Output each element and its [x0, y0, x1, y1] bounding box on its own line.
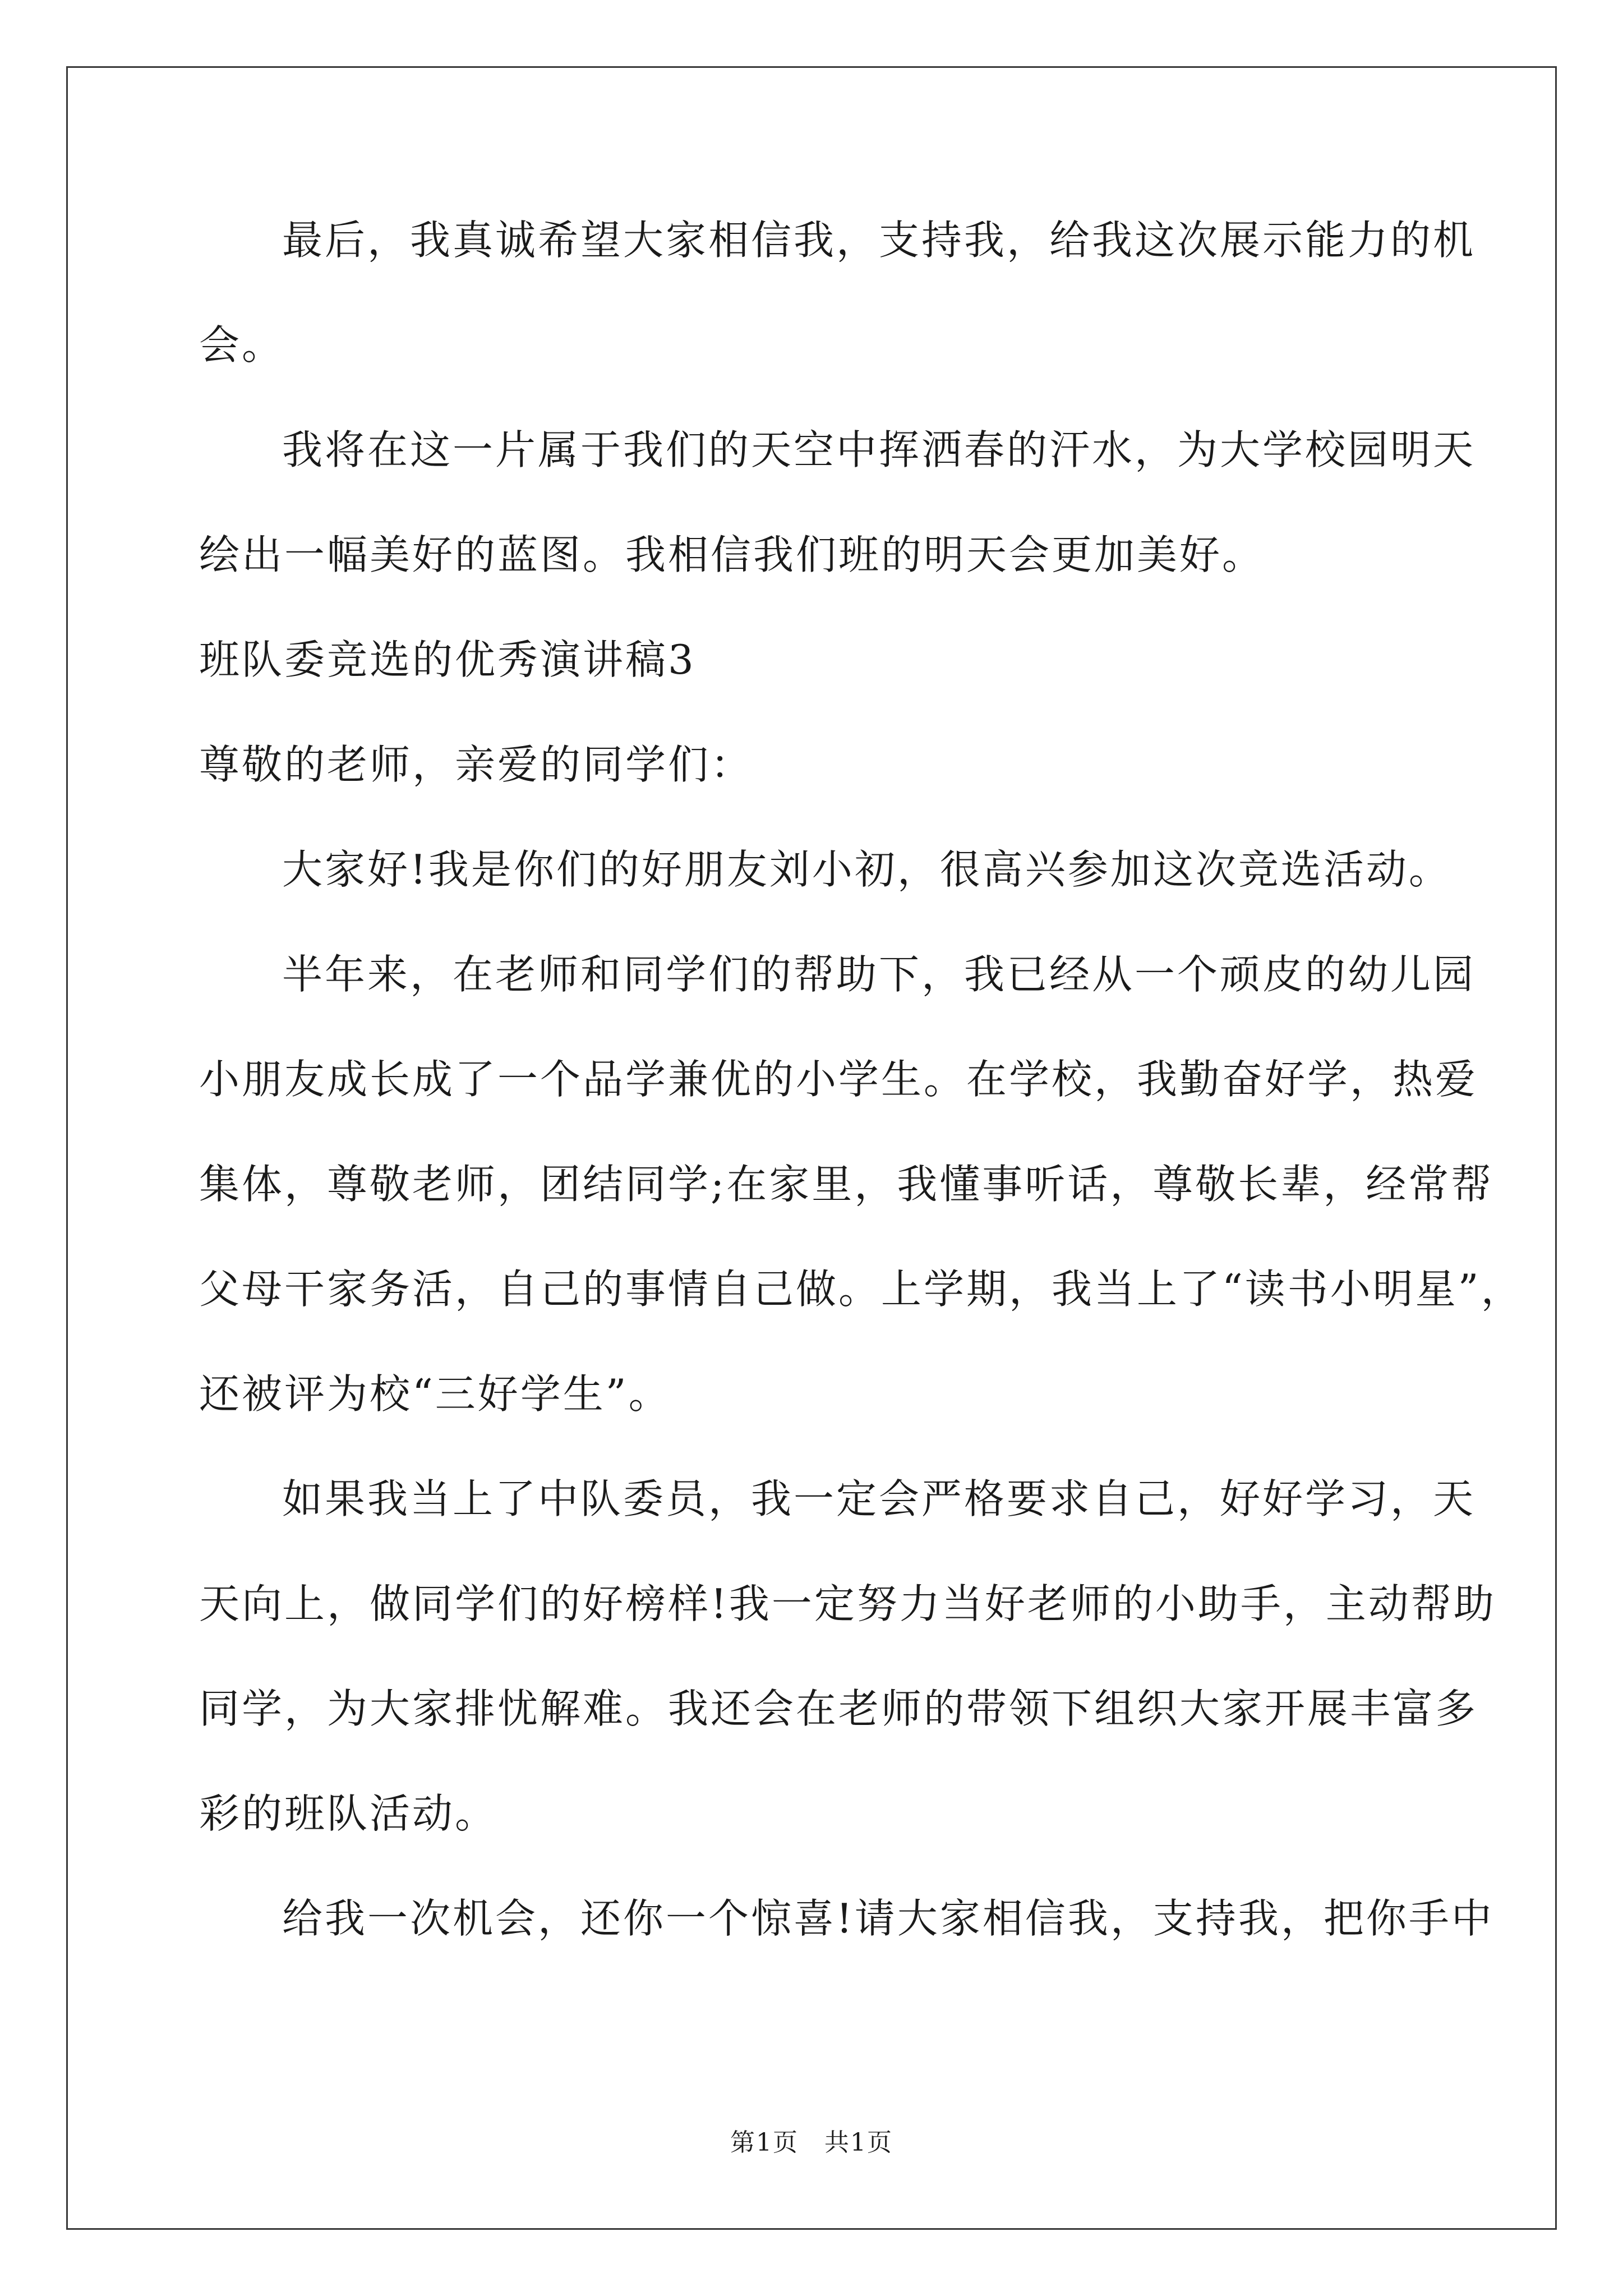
paragraph-line: 我将在这一片属于我们的天空中挥洒春的汗水，为大学校园明天 [282, 426, 1476, 473]
paragraph-line: 彩的班队活动。 [199, 1790, 498, 1837]
paragraph-line: 小朋友成长成了一个品学兼优的小学生。在学校，我勤奋好学，热爱 [199, 1056, 1478, 1103]
section-heading: 班队委竞选的优秀演讲稿3 [199, 636, 696, 683]
paragraph-line: 绘出一幅美好的蓝图。我相信我们班的明天会更加美好。 [199, 531, 1265, 578]
paragraph-line: 还被评为校“三好学生”。 [199, 1370, 671, 1418]
paragraph-line: 天向上，做同学们的好榜样!我一定努力当好老师的小助手，主动帮助 [199, 1580, 1496, 1627]
paragraph-line: 如果我当上了中队委员，我一定会严格要求自己，好好学习，天 [282, 1475, 1476, 1522]
paragraph-line: 大家好!我是你们的好朋友刘小初，很高兴参加这次竞选活动。 [282, 846, 1451, 893]
paragraph-line: 给我一次机会，还你一个惊喜!请大家相信我，支持我，把你手中 [282, 1895, 1494, 1942]
paragraph-line: 集体，尊敬老师，团结同学;在家里，我懂事听话，尊敬长辈，经常帮 [199, 1161, 1494, 1208]
paragraph-line: 最后，我真诚希望大家相信我，支持我，给我这次展示能力的机 [282, 217, 1476, 264]
salutation: 尊敬的老师，亲爱的同学们： [199, 741, 754, 788]
paragraph-line: 半年来，在老师和同学们的帮助下，我已经从一个顽皮的幼儿园 [282, 951, 1476, 998]
page-number-footer: 第1页 共1页 [730, 2128, 893, 2157]
paragraph-line: 会。 [199, 321, 285, 369]
paragraph-line: 同学，为大家排忧解难。我还会在老师的带领下组织大家开展丰富多 [199, 1685, 1478, 1732]
paragraph-line: 父母干家务活，自己的事情自己做。上学期，我当上了“读书小明星”， [199, 1266, 1524, 1313]
